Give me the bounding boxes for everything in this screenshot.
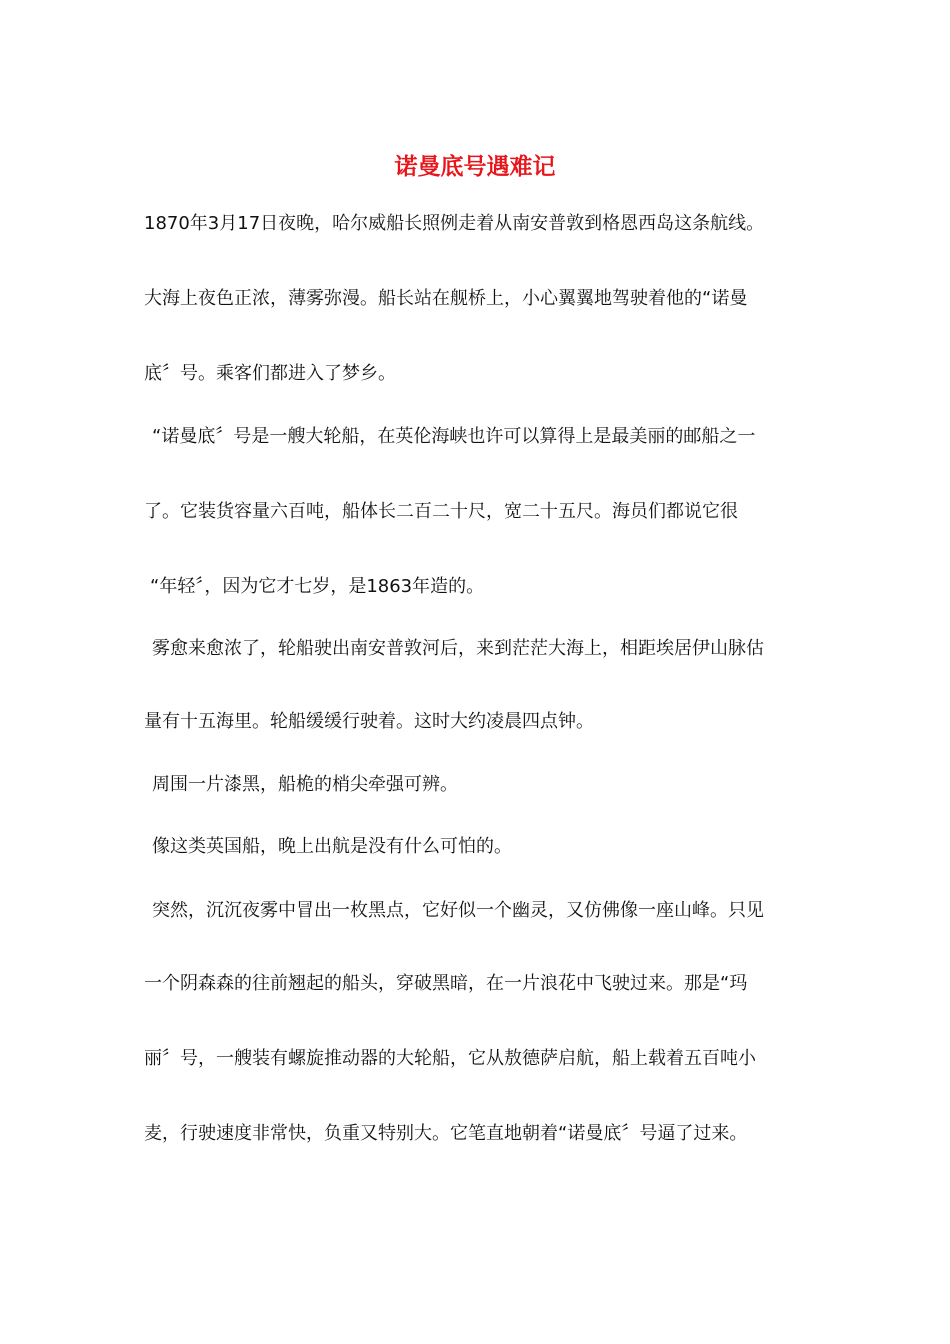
text-line: 雾愈来愈浓了，轮船驶出南安普敦河后，来到茫茫大海上，相距埃居伊山脉估 <box>152 638 764 659</box>
document-title: 诺曼底号遇难记 <box>394 154 556 180</box>
text-line: 像这类英国船，晚上出航是没有什么可怕的。 <box>152 836 512 857</box>
text-line: 突然，沉沉夜雾中冒出一枚黑点，它好似一个幽灵，又仿佛像一座山峰。只见 <box>152 900 764 921</box>
text-line: 麦，行驶速度非常快，负重又特别大。它笔直地朝着“诺曼底〞号逼了过来。 <box>144 1123 748 1144</box>
text-line: 一个阴森森的往前翘起的船头，穿破黑暗，在一片浪花中飞驶过来。那是“玛 <box>144 973 748 994</box>
text-line: “年轻〞，因为它才七岁，是1863年造的。 <box>150 576 485 597</box>
text-line: 了。它装货容量六百吨，船体长二百二十尺，宽二十五尺。海员们都说它很 <box>144 501 738 522</box>
text-line: 周围一片漆黑，船桅的梢尖牵强可辨。 <box>152 774 458 795</box>
text-line: 丽〞号，一艘装有螺旋推动器的大轮船，它从敖德萨启航，船上载着五百吨小 <box>144 1048 756 1069</box>
text-line: 量有十五海里。轮船缓缓行驶着。这时大约凌晨四点钟。 <box>144 711 594 732</box>
text-line: “诺曼底〞号是一艘大轮船，在英伦海峡也许可以算得上是最美丽的邮船之一 <box>152 426 756 447</box>
text-line: 1870年3月17日夜晚，哈尔威船长照例走着从南安普敦到格恩西岛这条航线。 <box>144 213 765 234</box>
text-line: 底〞号。乘客们都进入了梦乡。 <box>144 363 396 384</box>
text-line: 大海上夜色正浓，薄雾弥漫。船长站在舰桥上，小心翼翼地驾驶着他的“诺曼 <box>144 288 748 309</box>
